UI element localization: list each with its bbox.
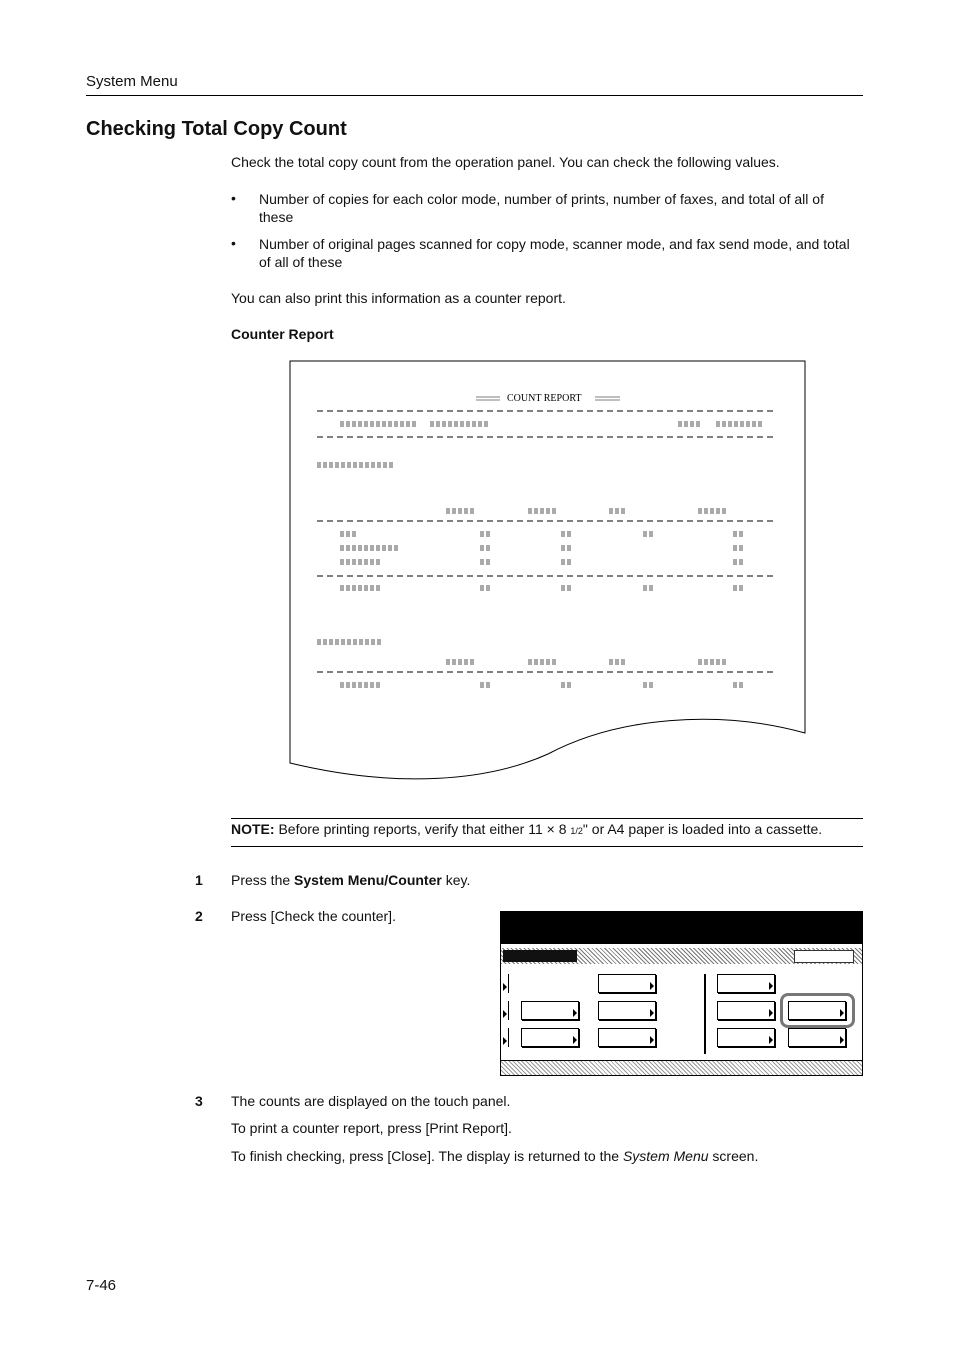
bullet-line: these xyxy=(259,209,294,225)
report-placeholder-glyph xyxy=(710,508,714,514)
report-placeholder-glyph xyxy=(739,585,743,591)
report-placeholder-glyph xyxy=(346,585,350,591)
step-number: 1 xyxy=(195,872,203,888)
report-placeholder-glyph xyxy=(716,508,720,514)
report-placeholder-glyph xyxy=(370,545,374,551)
report-placeholder-glyph xyxy=(478,421,482,427)
panel-divider xyxy=(704,974,706,1054)
panel-button[interactable] xyxy=(598,1001,656,1020)
report-placeholder-glyph xyxy=(466,421,470,427)
panel-edge-button[interactable] xyxy=(501,974,509,993)
report-placeholder-glyph xyxy=(377,639,381,645)
report-placeholder-glyph xyxy=(323,639,327,645)
report-placeholder-glyph xyxy=(430,421,434,427)
note-top-rule xyxy=(231,818,863,819)
report-placeholder-glyph xyxy=(364,559,368,565)
report-placeholder-glyph xyxy=(480,682,484,688)
report-placeholder-glyph xyxy=(716,659,720,665)
report-placeholder-glyph xyxy=(678,421,682,427)
report-placeholder-glyph xyxy=(546,508,550,514)
report-placeholder-glyph xyxy=(480,559,484,565)
highlight-ring xyxy=(780,993,855,1028)
report-placeholder-glyph xyxy=(341,639,345,645)
report-placeholder-glyph xyxy=(739,531,743,537)
panel-active-tab xyxy=(503,950,577,962)
report-placeholder-glyph xyxy=(567,545,571,551)
report-placeholder-glyph xyxy=(400,421,404,427)
note-box xyxy=(231,820,822,840)
report-placeholder-glyph xyxy=(358,682,362,688)
report-placeholder-glyph xyxy=(365,462,369,468)
system-menu-key-name: System Menu/Counter xyxy=(294,872,442,888)
report-placeholder-glyph xyxy=(376,545,380,551)
bullet-line: Number of original pages scanned for copy mode, scanner mode, and fax send mode, and total xyxy=(259,236,850,252)
report-placeholder-glyph xyxy=(643,531,647,537)
report-placeholder-glyph xyxy=(412,421,416,427)
report-placeholder-glyph xyxy=(364,585,368,591)
report-placeholder-glyph xyxy=(394,421,398,427)
panel-button[interactable] xyxy=(521,1028,579,1047)
report-placeholder-glyph xyxy=(458,659,462,665)
report-placeholder-glyph xyxy=(528,659,532,665)
report-placeholder-glyph xyxy=(376,421,380,427)
step-2-text: Press [Check the counter]. xyxy=(231,908,396,924)
report-placeholder-glyph xyxy=(347,462,351,468)
report-placeholder-glyph xyxy=(609,508,613,514)
report-placeholder-glyph xyxy=(704,659,708,665)
running-header: System Menu xyxy=(86,73,178,90)
report-placeholder-glyph xyxy=(340,585,344,591)
system-menu-screen-name: System Menu xyxy=(622,1148,709,1164)
report-placeholder-glyph xyxy=(733,545,737,551)
report-placeholder-glyph xyxy=(458,508,462,514)
panel-button[interactable] xyxy=(717,1001,775,1020)
report-placeholder-glyph xyxy=(352,585,356,591)
bullet-marker: • xyxy=(231,190,236,206)
report-placeholder-glyph xyxy=(480,531,484,537)
report-placeholder-glyph xyxy=(722,421,726,427)
report-placeholder-glyph xyxy=(352,531,356,537)
report-placeholder-glyph xyxy=(464,659,468,665)
report-placeholder-glyph xyxy=(359,462,363,468)
report-placeholder-glyph xyxy=(552,508,556,514)
report-placeholder-glyph xyxy=(621,659,625,665)
step-3-text: The counts are displayed on the touch panel. xyxy=(231,1093,511,1109)
report-placeholder-glyph xyxy=(442,421,446,427)
report-placeholder-glyph xyxy=(540,508,544,514)
report-placeholder-glyph xyxy=(388,545,392,551)
report-placeholder-glyph xyxy=(376,585,380,591)
report-placeholder-glyph xyxy=(446,508,450,514)
note-fraction: 1/2 xyxy=(570,826,583,836)
report-placeholder-glyph xyxy=(352,545,356,551)
report-placeholder-glyph xyxy=(347,639,351,645)
report-placeholder-glyph xyxy=(540,659,544,665)
report-placeholder-glyph xyxy=(464,508,468,514)
report-placeholder-glyph xyxy=(371,462,375,468)
panel-button[interactable] xyxy=(598,974,656,993)
report-placeholder-glyph xyxy=(739,559,743,565)
report-placeholder-glyph xyxy=(364,545,368,551)
report-placeholder-glyph xyxy=(340,531,344,537)
report-placeholder-glyph xyxy=(739,545,743,551)
report-placeholder-glyph xyxy=(728,421,732,427)
report-placeholder-glyph xyxy=(649,585,653,591)
report-placeholder-glyph xyxy=(746,421,750,427)
bullet-line: Number of copies for each color mode, number of prints, number of faxes, and total of all of xyxy=(259,191,824,207)
step-number: 3 xyxy=(195,1093,203,1109)
report-placeholder-glyph xyxy=(383,462,387,468)
report-placeholder-glyph xyxy=(353,639,357,645)
step-1-text: Press the System Menu/Counter key. xyxy=(231,872,471,888)
panel-button[interactable] xyxy=(521,1001,579,1020)
report-placeholder-glyph xyxy=(552,659,556,665)
report-placeholder-glyph xyxy=(609,659,613,665)
report-placeholder-glyph xyxy=(486,545,490,551)
report-placeholder-glyph xyxy=(486,531,490,537)
touch-panel-illustration xyxy=(500,911,863,1076)
report-placeholder-glyph xyxy=(567,585,571,591)
report-placeholder-glyph xyxy=(534,659,538,665)
report-placeholder-glyph xyxy=(358,545,362,551)
report-placeholder-glyph xyxy=(364,421,368,427)
report-placeholder-glyph xyxy=(733,531,737,537)
panel-button[interactable] xyxy=(717,1028,775,1047)
note-bottom-rule xyxy=(231,846,863,847)
panel-close-button[interactable] xyxy=(794,950,854,963)
report-placeholder-glyph xyxy=(643,585,647,591)
report-placeholder-glyph xyxy=(370,682,374,688)
report-placeholder-glyph xyxy=(752,421,756,427)
report-placeholder-glyph xyxy=(436,421,440,427)
report-placeholder-glyph xyxy=(329,639,333,645)
report-placeholder-glyph xyxy=(317,639,321,645)
report-placeholder-glyph xyxy=(486,559,490,565)
step-3-print-report: To print a counter report, press [Print Report]. xyxy=(231,1120,512,1136)
report-placeholder-glyph xyxy=(649,531,653,537)
step-number: 2 xyxy=(195,908,203,924)
report-placeholder-glyph xyxy=(470,659,474,665)
report-placeholder-glyph xyxy=(480,585,484,591)
report-placeholder-glyph xyxy=(346,682,350,688)
report-placeholder-glyph xyxy=(365,639,369,645)
report-placeholder-glyph xyxy=(734,421,738,427)
report-placeholder-glyph xyxy=(346,531,350,537)
report-placeholder-glyph xyxy=(446,659,450,665)
report-placeholder-glyph xyxy=(359,639,363,645)
panel-button[interactable] xyxy=(598,1028,656,1047)
report-placeholder-glyph xyxy=(486,585,490,591)
bullet-marker: • xyxy=(231,235,236,251)
page-title: Checking Total Copy Count xyxy=(86,118,347,140)
report-placeholder-glyph xyxy=(358,585,362,591)
report-placeholder-glyph xyxy=(346,421,350,427)
report-placeholder-glyph xyxy=(340,559,344,565)
report-placeholder-glyph xyxy=(684,421,688,427)
report-placeholder-glyph xyxy=(643,682,647,688)
report-placeholder-glyph xyxy=(352,421,356,427)
report-placeholder-glyph xyxy=(406,421,410,427)
counter-report-heading: Counter Report xyxy=(231,326,334,342)
also-print-paragraph: You can also print this information as a counter report. xyxy=(231,290,566,306)
note-text-end: " or A4 paper is loaded into a cassette. xyxy=(582,821,823,837)
report-placeholder-glyph xyxy=(364,682,368,688)
report-title: COUNT REPORT xyxy=(507,393,582,404)
panel-edge-button[interactable] xyxy=(501,1001,509,1020)
panel-button[interactable] xyxy=(717,974,775,993)
report-placeholder-glyph xyxy=(484,421,488,427)
header-rule xyxy=(86,95,863,96)
report-placeholder-glyph xyxy=(352,682,356,688)
report-placeholder-glyph xyxy=(335,639,339,645)
report-placeholder-glyph xyxy=(722,659,726,665)
report-placeholder-glyph xyxy=(341,462,345,468)
report-placeholder-glyph xyxy=(358,559,362,565)
report-placeholder-glyph xyxy=(739,682,743,688)
report-placeholder-glyph xyxy=(567,531,571,537)
report-placeholder-glyph xyxy=(722,508,726,514)
panel-status-bar xyxy=(501,1060,862,1075)
report-placeholder-glyph xyxy=(621,508,625,514)
report-placeholder-glyph xyxy=(335,462,339,468)
report-placeholder-glyph xyxy=(528,508,532,514)
report-placeholder-glyph xyxy=(615,659,619,665)
report-placeholder-glyph xyxy=(460,421,464,427)
panel-title-bar xyxy=(501,912,862,944)
report-placeholder-glyph xyxy=(370,559,374,565)
report-placeholder-glyph xyxy=(615,508,619,514)
report-placeholder-glyph xyxy=(317,462,321,468)
report-placeholder-glyph xyxy=(454,421,458,427)
report-placeholder-glyph xyxy=(710,659,714,665)
report-placeholder-glyph xyxy=(567,682,571,688)
report-placeholder-glyph xyxy=(376,559,380,565)
bullet-line: of all of these xyxy=(259,254,343,270)
bullet-item-originals xyxy=(259,235,850,271)
report-placeholder-glyph xyxy=(561,585,565,591)
report-placeholder-glyph xyxy=(561,531,565,537)
report-placeholder-glyph xyxy=(353,462,357,468)
report-placeholder-glyph xyxy=(690,421,694,427)
report-placeholder-glyph xyxy=(377,462,381,468)
report-placeholder-glyph xyxy=(561,545,565,551)
report-placeholder-glyph xyxy=(346,545,350,551)
report-placeholder-glyph xyxy=(448,421,452,427)
report-placeholder-glyph xyxy=(561,559,565,565)
report-placeholder-glyph xyxy=(649,682,653,688)
report-placeholder-glyph xyxy=(480,545,484,551)
report-placeholder-glyph xyxy=(740,421,744,427)
report-placeholder-glyph xyxy=(472,421,476,427)
report-placeholder-glyph xyxy=(470,508,474,514)
note-label: NOTE: xyxy=(231,821,275,837)
report-placeholder-glyph xyxy=(452,508,456,514)
report-placeholder-glyph xyxy=(733,682,737,688)
report-placeholder-glyph xyxy=(370,585,374,591)
bullet-item-copies xyxy=(259,190,824,226)
report-placeholder-glyph xyxy=(329,462,333,468)
report-placeholder-glyph xyxy=(358,421,362,427)
report-placeholder-glyph xyxy=(758,421,762,427)
report-placeholder-glyph xyxy=(382,545,386,551)
panel-edge-button[interactable] xyxy=(501,1028,509,1047)
report-placeholder-glyph xyxy=(370,421,374,427)
report-placeholder-glyph xyxy=(323,462,327,468)
report-placeholder-glyph xyxy=(346,559,350,565)
note-text: Before printing reports, verify that either 11 × 8 xyxy=(274,821,571,837)
page-number: 7-46 xyxy=(86,1277,117,1294)
intro-paragraph: Check the total copy count from the operation panel. You can check the following values. xyxy=(231,154,780,170)
report-placeholder-glyph xyxy=(716,421,720,427)
counter-report-illustration xyxy=(288,359,808,789)
report-placeholder-glyph xyxy=(371,639,375,645)
panel-button[interactable] xyxy=(788,1028,846,1047)
report-placeholder-glyph xyxy=(704,508,708,514)
report-placeholder-glyph xyxy=(698,659,702,665)
report-placeholder-glyph xyxy=(394,545,398,551)
report-placeholder-glyph xyxy=(561,682,565,688)
step-3-close: To finish checking, press [Close]. The display is returned to the System Menu screen. xyxy=(231,1148,759,1164)
report-placeholder-glyph xyxy=(546,659,550,665)
report-placeholder-glyph xyxy=(376,682,380,688)
report-placeholder-glyph xyxy=(534,508,538,514)
report-placeholder-glyph xyxy=(340,421,344,427)
report-placeholder-glyph xyxy=(733,585,737,591)
report-placeholder-glyph xyxy=(698,508,702,514)
report-placeholder-glyph xyxy=(696,421,700,427)
report-placeholder-glyph xyxy=(340,682,344,688)
report-placeholder-glyph xyxy=(340,545,344,551)
report-placeholder-glyph xyxy=(567,559,571,565)
report-placeholder-glyph xyxy=(382,421,386,427)
report-placeholder-glyph xyxy=(389,462,393,468)
report-placeholder-glyph xyxy=(452,659,456,665)
report-placeholder-glyph xyxy=(733,559,737,565)
report-placeholder-glyph xyxy=(388,421,392,427)
report-placeholder-glyph xyxy=(352,559,356,565)
report-placeholder-glyph xyxy=(486,682,490,688)
